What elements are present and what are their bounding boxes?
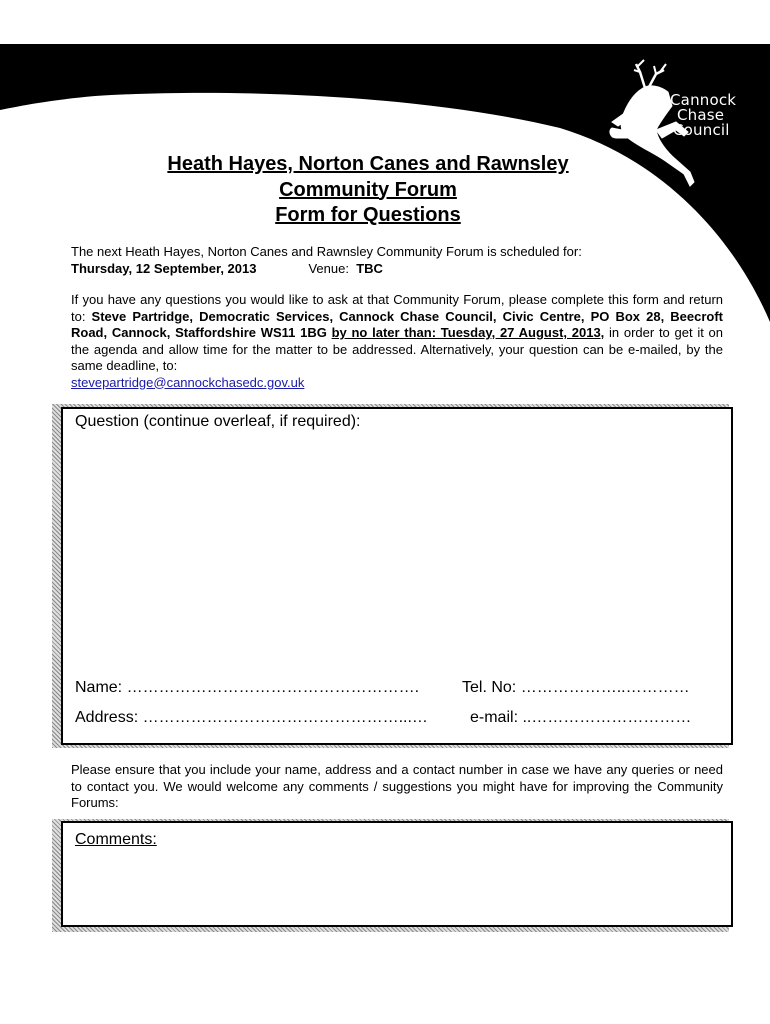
title-line-1: Heath Hayes, Norton Canes and Rawnsley	[167, 153, 569, 175]
deadline: by no later than: Tuesday, 27 August, 2013,	[331, 325, 605, 340]
question-label: Question (continue overleaf, if required):	[75, 413, 361, 430]
venue-value: TBC	[356, 260, 383, 276]
comments-box[interactable]	[61, 821, 733, 927]
contact-email-link[interactable]: stevepartridge@cannockchasedc.gov.uk	[71, 374, 305, 390]
return-text-a: If you have any questions you would like to ask at that Community Forum, please complete this form and return to:	[71, 292, 723, 324]
return-address: Steve Partridge, Democratic Services, Cannock Chase Council, Civic Centre, PO Box 28, Beecroft Road, Cannock, Staffordshire WS11 1BG	[71, 308, 723, 340]
meeting-date: Thursday, 12 September, 2013	[71, 260, 257, 276]
name-field[interactable]: Name: ……………………………………………….	[75, 679, 420, 696]
venue-label: Venue:	[308, 260, 349, 276]
logo-line-council: Council	[673, 121, 730, 139]
logo-line-cannock: Cannock	[670, 91, 737, 109]
meeting-details	[71, 261, 723, 278]
form-title	[120, 152, 616, 229]
return-instructions	[71, 292, 723, 391]
tel-field[interactable]: Tel. No: ………………..…………	[462, 679, 690, 696]
logo-line-chase: Chase	[677, 106, 725, 124]
comments-label: Comments:	[75, 831, 157, 848]
council-logo-text	[670, 93, 736, 138]
title-line-2: Community Forum	[279, 178, 457, 201]
intro-paragraph	[71, 244, 723, 277]
address-field[interactable]: Address: …………………………………………...…	[75, 709, 428, 726]
title-line-3: Form for Questions	[275, 204, 461, 226]
return-text-b: in order to get it on the agenda and allow time for the matter to be addressed. Alternatively, your question can be e-mailed, by the same deadline, to:	[71, 325, 724, 373]
intro-line: The next Heath Hayes, Norton Canes and Rawnsley Community Forum is scheduled for:	[71, 244, 582, 259]
email-field[interactable]: e-mail: ..…………………………	[470, 709, 692, 726]
question-box[interactable]	[61, 407, 733, 745]
footer-note: Please ensure that you include your name, address and a contact number in case we have any queries or need to contact you. We would welcome any comments / suggestions you might have for improving the Community Forums:	[71, 762, 723, 810]
